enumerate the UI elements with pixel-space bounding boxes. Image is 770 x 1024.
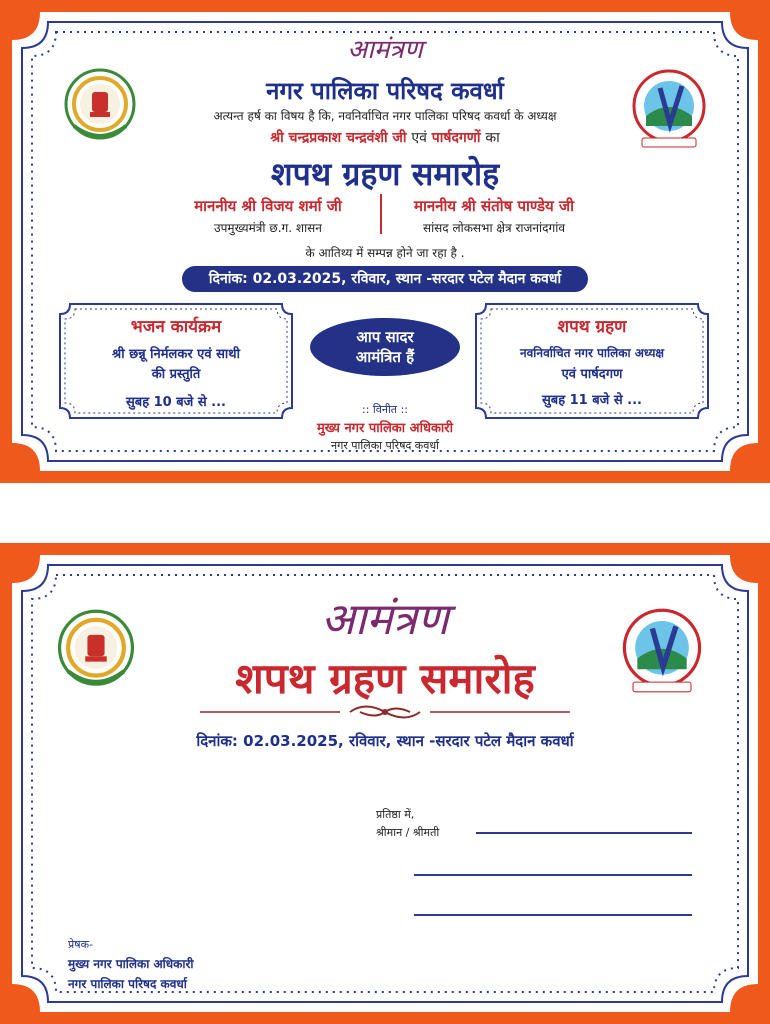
oath-line1: नवनिर्वाचित नगर पालिका अध्यक्ष (519, 346, 665, 360)
address-blank-line-2[interactable] (414, 874, 692, 876)
org-title: नगर पालिका परिषद कवर्धा (266, 77, 504, 105)
sender-name: मुख्य नगर पालिका अधिकारी (68, 957, 194, 971)
guest2-name: माननीय श्री संतोष पाण्डेय जी (414, 197, 574, 215)
evam-text: एवं (411, 130, 427, 146)
president-line (0, 128, 770, 147)
oath-time: सुबह 11 बजे से ... (542, 393, 642, 408)
address-line2: श्रीमान / श्रीमती (376, 826, 440, 839)
guest1-title: उपमुख्यमंत्री छ.ग. शासन (214, 221, 322, 235)
officer-org: नगर पालिका परिषद कवर्धा (331, 439, 439, 452)
guest2-title: सांसद लोकसभा क्षेत्र राजनांदगांव (422, 221, 566, 235)
ceremony-title: शपथ ग्रहण समारोह (235, 654, 535, 703)
address-blank-line-1[interactable] (476, 832, 692, 834)
intro-text: अत्यन्त हर्ष का विषय है कि, नवनिर्वाचित नगर पालिका परिषद कवर्धा के अध्यक्ष (213, 109, 557, 123)
oath-title: शपथ ग्रहण (557, 317, 627, 337)
date-place-banner: दिनांक: 02.03.2025, रविवार, स्थान -सरदार पटेल मैदान कवर्धा (182, 266, 588, 292)
bhajan-line1: श्री छन्नू निर्मलकर एवं साथी (112, 347, 240, 362)
invite-line1: आप सादर (356, 328, 414, 346)
bhajan-title: भजन कार्यक्रम (130, 317, 222, 337)
guest1-name: माननीय श्री विजय शर्मा जी (194, 197, 342, 215)
address-blank-line-3[interactable] (414, 914, 692, 916)
councillors-text: पार्षदगणों (431, 130, 481, 146)
bhajan-time: सुबह 10 बजे से ... (126, 395, 226, 410)
address-line1: प्रतिष्ठा में, (376, 808, 415, 821)
amantran-heading: आमंत्रण (347, 35, 423, 65)
date-place-text: दिनांक: 02.03.2025, रविवार, स्थान -सरदार पटेल मैदान कवर्धा (196, 732, 574, 750)
ka-text: का (485, 130, 500, 146)
sender-org: नगर पालिका परिषद कवर्धा (68, 977, 187, 991)
president-name: श्री चन्द्रप्रकाश चन्द्रवंशी जी (270, 130, 407, 146)
bhajan-line2: की प्रस्तुति (151, 367, 201, 382)
oath-line2: एवं पार्षदगण (561, 367, 623, 382)
decorative-divider-icon (200, 701, 570, 723)
amantran-heading: आमंत्रण (321, 594, 449, 645)
invitation-card-front (0, 0, 770, 483)
vinit-text: :: विनीत :: (361, 403, 408, 416)
invitation-card-back (0, 543, 770, 1024)
guest-divider (380, 194, 382, 234)
ceremony-title: शपथ ग्रहण समारोह (270, 155, 500, 193)
invite-line2: आमंत्रित हैं (355, 348, 415, 366)
officer-title: मुख्य नगर पालिका अधिकारी (317, 421, 453, 436)
sender-label: प्रेषक- (68, 938, 94, 951)
invite-oval (310, 318, 460, 376)
hosted-text: के आतिथ्य में सम्पन्न होने जा रहा है . (305, 246, 465, 260)
